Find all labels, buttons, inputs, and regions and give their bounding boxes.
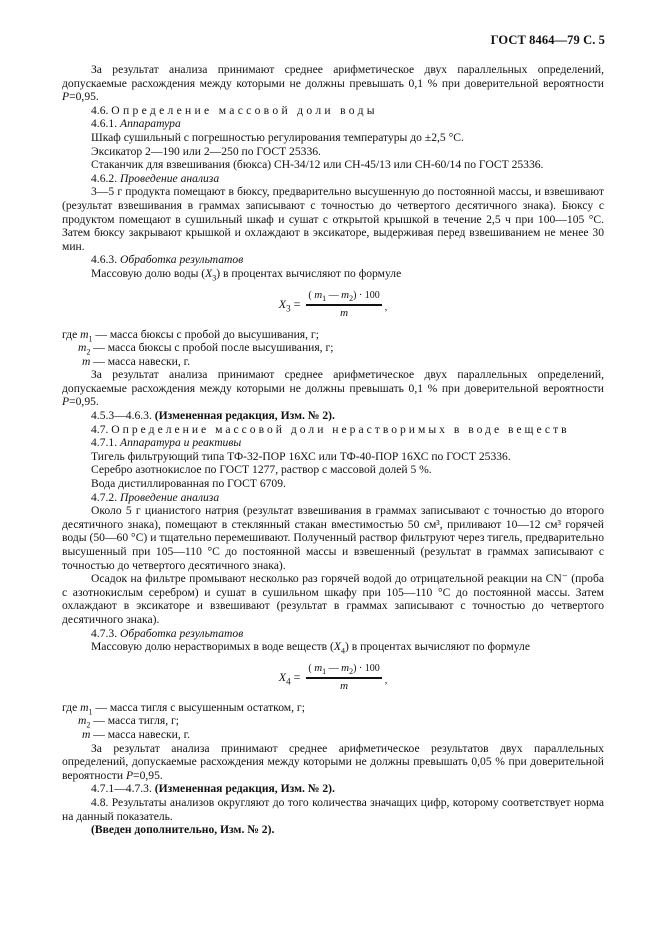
equipment-item: Тигель фильтрующий типа ТФ-32-ПОР 16ХС или ТФ-40-ПОР 16ХС по ГОСТ 25336. bbox=[91, 449, 511, 463]
definition-row: m — масса навески, г. bbox=[82, 354, 190, 368]
numerator: ( $m_1$ — $m_2) \cdot 100$ bbox=[306, 662, 381, 679]
denominator: m bbox=[340, 306, 349, 319]
subsection-heading-4-7-3: 4.7.3. Обработка результатов bbox=[91, 626, 244, 640]
procedure-paragraph: 3—5 г продукта помещают в бюксу, предварительно высушенную до постоянной массы, и взвешивают (результат взвешивания в граммах записывают с точностью до четвертого десятичного знака). Бюксу с продуктом помещают в сушильный шкаф и сушат с открытой крышкой в течение 2,5 ч при 100—105 °С. Затем бюксу закрывают крышкой и охлаждают в эксикаторе, выдерживая перед взвешиванием не менее 30 мин. bbox=[62, 185, 604, 253]
denominator: m bbox=[340, 679, 349, 692]
subsection-heading-4-6-2: 4.6.2. Проведение анализа bbox=[91, 171, 220, 185]
paragraph-result-4-7: За результат анализа принимают среднее арифметическое результатов двух параллельных определений, допускаемые расхождения между которыми не должны превышать 0,05 % при доверительной вероятности P=0,95. bbox=[62, 741, 604, 782]
fraction bbox=[306, 662, 381, 693]
section-heading-4-7: 4.7. Определение массовой доли нерастворимых в воде веществ bbox=[91, 422, 570, 436]
equipment-item: Серебро азотнокислое по ГОСТ 1277, раствор с массовой долей 5 %. bbox=[91, 463, 432, 477]
equipment-item: Шкаф сушильный с погрешностью регулирования температуры до ±2,5 °С. bbox=[91, 130, 464, 144]
variable-definitions bbox=[62, 328, 604, 369]
document-body bbox=[62, 63, 604, 837]
formula-intro: Массовую долю нерастворимых в воде веществ $(X_4)$ в процентах вычисляют по формуле bbox=[91, 640, 530, 656]
procedure-paragraph: Около 5 г цианистого натрия (результат взвешивания в граммах записывают с точностью до второго десятичного знака), помещают в стеклянный стакан вместимостью 50 см³, приливают 10—12 см³ горячей воды (50—60 °С) и тщательно перемешивают. Полученный раствор фильтруют через тигель, предварительно высушенный при 105—110 °С до постоянной массы и взвешенный (результат в граммах записывают с точностью до четвертого десятичного знака). bbox=[62, 504, 604, 572]
subsection-heading-4-6-1: 4.6.1. Аппаратура bbox=[91, 117, 181, 131]
definition-row: где $m_1$ — масса тигля с высушенным остатком, г; bbox=[62, 700, 305, 717]
revision-note: 4.7.1—4.7.3. (Измененная редакция, Изм. № 2). bbox=[91, 782, 335, 796]
equipment-item: Вода дистиллированная по ГОСТ 6709. bbox=[91, 477, 286, 491]
formula-x4: $X_4$ = $\frac{( m_1 — m_2) \cdot 100}{m}$ , bbox=[278, 662, 388, 692]
fraction bbox=[306, 289, 381, 320]
paragraph-result-4-5: За результат анализа принимают среднее арифметическое двух параллельных определений, допускаемые расхождения между которыми не должны превышать 0,1 % при доверительной вероятности P=0,95. bbox=[62, 63, 604, 104]
section-heading-4-6: 4.6. Определение массовой доли воды bbox=[91, 103, 378, 117]
revision-note: (Введен дополнительно, Изм. № 2). bbox=[91, 823, 275, 837]
subsection-heading-4-7-2: 4.7.2. Проведение анализа bbox=[91, 490, 220, 504]
formula-intro: Массовую долю воды $(X_3)$ в процентах вычисляют по формуле bbox=[91, 266, 402, 283]
page-header: ГОСТ 8464—79 С. 5 bbox=[490, 33, 605, 47]
definition-row: m — масса навески, г. bbox=[82, 727, 190, 741]
subsection-heading-4-6-3: 4.6.3. Обработка результатов bbox=[91, 253, 244, 267]
revision-note: 4.5.3—4.6.3. (Измененная редакция, Изм. № 2). bbox=[91, 409, 335, 423]
equipment-item: Эксикатор 2—190 или 2—250 по ГОСТ 25336. bbox=[91, 144, 321, 158]
numerator: ( $m_1$ — $m_2) \cdot 100$ bbox=[306, 289, 381, 306]
formula-x3: $X_3$ = $\frac{( m_1 — m_2) \cdot 100}{m}$ , bbox=[278, 288, 388, 319]
variable-definitions bbox=[62, 701, 604, 742]
paragraph-result-4-6: За результат анализа принимают среднее арифметическое двух параллельных определений, допускаемые расхождения между которыми не должны превышать 0,1 % при доверительной вероятности P=0,95. bbox=[62, 368, 604, 409]
subsection-heading-4-7-1: 4.7.1. Аппаратура и реактивы bbox=[91, 436, 242, 450]
definition-row: $m_2$ — масса тигля, г; bbox=[78, 714, 179, 730]
definition-row: $m_2$ — масса бюксы с пробой после высушивания, г; bbox=[78, 341, 334, 357]
section-4-8: 4.8. Результаты анализов округляют до того количества значащих цифр, которому соответствует норма на данный показатель. bbox=[62, 795, 604, 823]
definition-row: где $m_1$ — масса бюксы с пробой до высушивания, г; bbox=[62, 327, 319, 343]
procedure-paragraph: Осадок на фильтре промывают несколько раз горячей водой до отрицательной реакции на CN⁻ (проба с азотнокислым серебром) и сушат в сушильном шкафу при 105—110 °С до постоянной массы. Затем охлаждают в эксикаторе и взвешивают (результат в граммах записывают с точностью до четвертого десятичного знака). bbox=[62, 572, 604, 626]
equipment-item: Стаканчик для взвешивания (бюкса) СН-34/12 или СН-45/13 или СН-60/14 по ГОСТ 25336. bbox=[91, 158, 544, 172]
